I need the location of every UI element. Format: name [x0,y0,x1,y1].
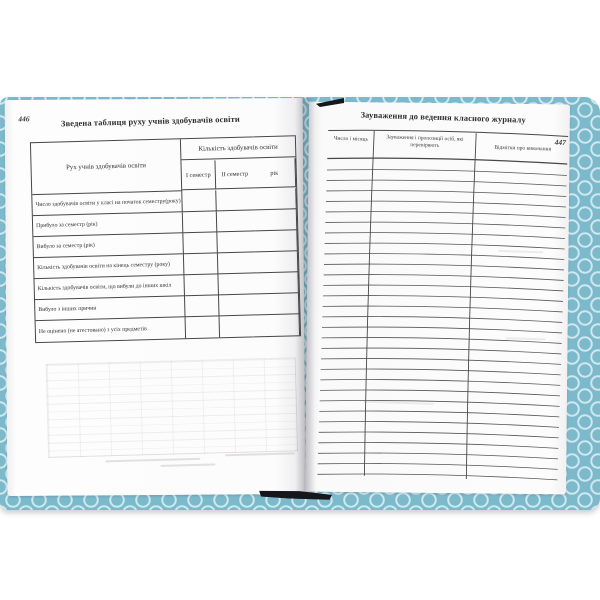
show-through-ghost-table [46,357,298,458]
table-corner-header: Рух учнів здобувачів освіти [31,139,182,195]
book-spine-gutter-shadow [295,98,315,497]
table-cell [186,316,221,338]
table-cell [255,230,298,252]
left-page [5,98,306,496]
table-row-label: Вибуло з інших причин [35,296,185,321]
table-cell [182,190,217,212]
table-cell [183,211,218,233]
column-header-semester-2: ІІ семестр [215,159,254,189]
table-cell [218,273,257,295]
table-cell [257,293,300,315]
right-page-content [301,99,574,497]
table-row-label: Число здобувачів освіти у класі на початок семестру(року) [32,191,182,216]
table-row-label: Не оцінено (не атестовано) з усіх предметів [36,317,186,342]
table-row-label: Кількість здобувачів освіти на кінець семестру (року) [34,254,184,279]
table-cell [216,189,255,211]
table-row-label: Прибуло за семестр (рік) [33,212,183,237]
left-page-content [1,95,309,499]
table-cell [185,295,220,317]
remarks-table [317,126,568,485]
table-row-label: Кількість здобувачів освіти, що вибули до інших шкіл [34,275,184,300]
table-cell [184,253,219,275]
pupil-movement-table [30,135,301,343]
table-cell [258,314,301,336]
table-cell [256,272,299,294]
show-through-text-smudge [160,463,215,466]
remarks-table-lines [317,126,568,485]
column-header-execution: Відмітки про виконання [494,144,552,153]
column-header-remarks: Зауваження і пропозиції осіб, які перевіряють [386,134,464,149]
right-page [305,102,570,495]
table-cell [184,274,219,296]
table-cell [256,251,299,273]
table-cell [220,315,259,337]
table-cell [254,188,297,210]
table-cell [183,232,218,254]
left-page-title: Зведена таблиця руху учнів здобувачів освіти [60,113,240,129]
table-row-label: Вибуло за семестр (рік) [33,233,183,258]
show-through-text-smudge [105,458,200,462]
table-cell [255,209,298,231]
table-cell [217,231,256,253]
right-page-number: 447 [554,137,567,147]
left-page-number: 446 [18,114,30,124]
show-through-text-smudge [225,452,295,456]
table-cell [218,252,257,274]
table-group-header: Кількість здобувачів освіти [181,136,296,160]
table-cell [217,210,256,232]
column-header-year: рік [253,158,296,188]
column-header-semester-1: І семестр [181,160,216,190]
right-page-title: Зауваження до ведення класного журналу [360,109,526,125]
table-cell [219,294,258,316]
column-header-date: Число і місяць [333,135,369,143]
